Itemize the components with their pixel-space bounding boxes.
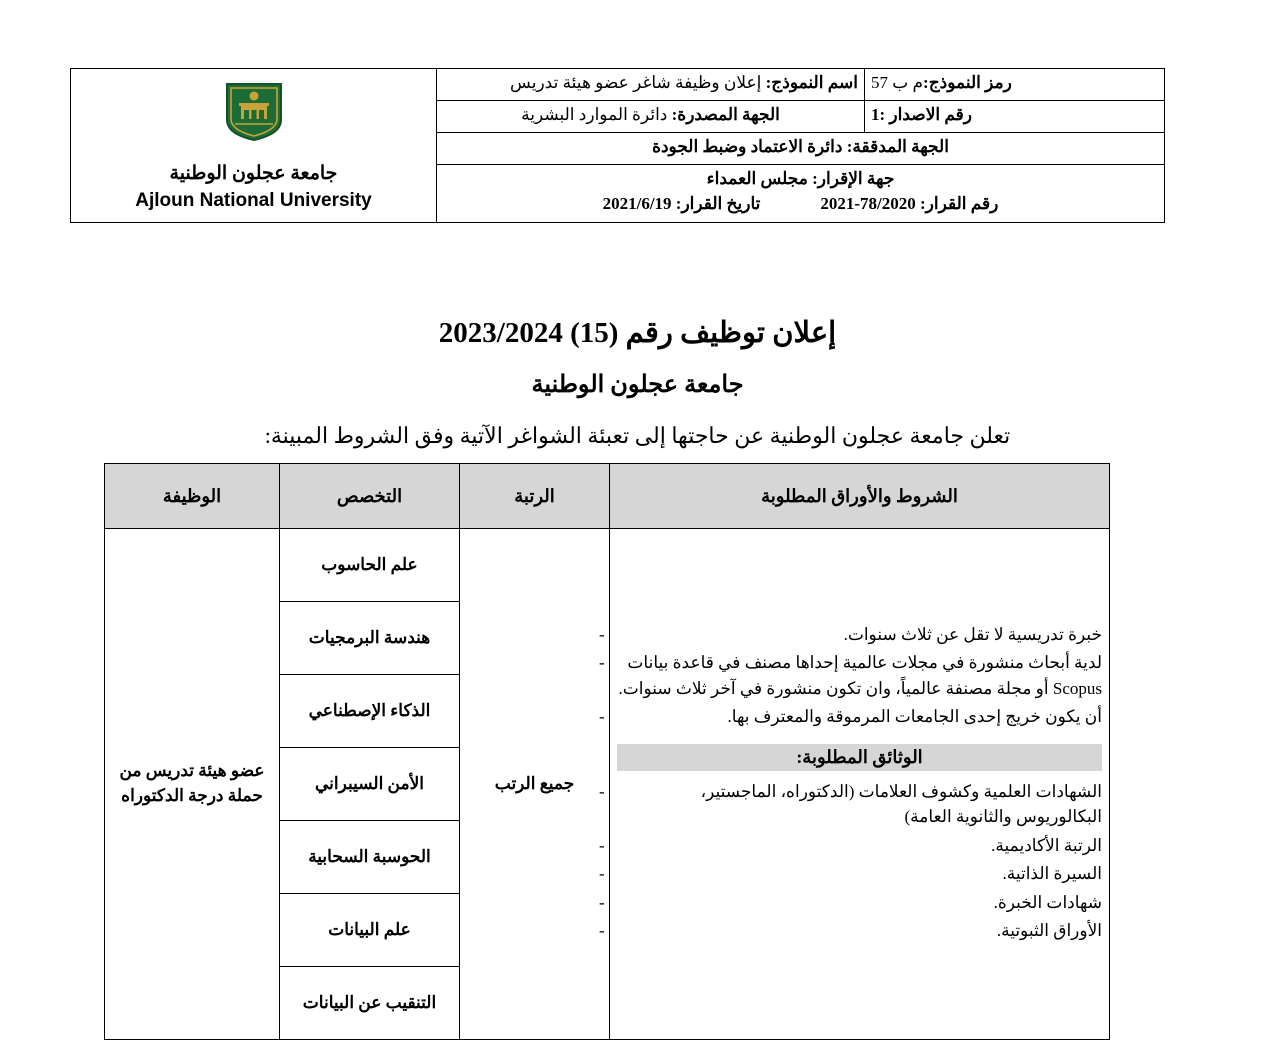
bullet-dash: - (599, 707, 605, 726)
condition-text: خبرة تدريسية لا تقل عن ثلاث سنوات. (843, 624, 1102, 644)
list-item (599, 861, 1102, 887)
university-name-ar: جامعة عجلون الوطنية (169, 162, 338, 184)
list-item (599, 622, 1102, 648)
specialization-cell: الأمن السيبراني (280, 748, 460, 821)
approval-line (443, 168, 1158, 191)
column-header-rank: الرتبة (460, 464, 610, 529)
issue-number-label: رقم الاصدار : (879, 104, 973, 124)
bullet-dash: - (599, 781, 605, 801)
document-text: الشهادات العلمية وكشوف العلامات (الدكتوراه، الماجستير، البكالوريوس والثانوية العامة) (700, 781, 1102, 826)
specialization-cell: التنقيب عن البيانات (280, 967, 460, 1040)
decision-number-label: رقم القرار: (920, 193, 999, 213)
list-item (599, 833, 1102, 859)
header-row-form-name (71, 69, 1165, 101)
specialization-cell: الذكاء الإصطناعي (280, 675, 460, 748)
logo-cell (71, 69, 437, 223)
approval-label: جهة الإقرار: (812, 168, 895, 188)
bullet-dash: - (599, 835, 605, 855)
job-cell: عضو هيئة تدريس من حملة درجة الدكتوراه (105, 529, 280, 1040)
decision-date-label: تاريخ القرار: (675, 193, 761, 213)
issue-number-cell (865, 100, 1165, 132)
form-code-label: رمز النموذج: (923, 73, 1012, 92)
auditor-department-label: الجهة المدققة: (846, 136, 949, 156)
source-department-label: الجهة المصدرة: (671, 104, 780, 124)
document-text: السيرة الذاتية. (1002, 864, 1102, 883)
bullet-dash: - (599, 653, 605, 672)
column-header-job: الوظيفة (105, 464, 280, 529)
table-header-row (105, 464, 1110, 529)
vacancies-table-head (105, 464, 1110, 529)
specialization-cell: هندسة البرمجيات (280, 602, 460, 675)
specialization-cell: علم الحاسوب (280, 529, 460, 602)
vacancies-table-body (105, 529, 1110, 1040)
specialization-cell: علم البيانات (280, 894, 460, 967)
list-item (599, 890, 1102, 916)
required-documents-list (599, 779, 1102, 944)
decision-number-value: 78/2020-2021 (820, 193, 916, 213)
bullet-dash: - (599, 864, 605, 883)
condition-text: لدية أبحاث منشورة في مجلات عالمية إحداها مصنف في قاعدة بيانات Scopus أو مجلة مصنفة عالمياً، وان تكون منشورة في آخر ثلاث سنوات. (618, 653, 1102, 698)
university-crest-icon (77, 72, 430, 149)
form-name-value: إعلان وظيفة شاغر عضو هيئة تدريس (510, 73, 762, 92)
condition-text: أن يكون خريج إحدى الجامعات المرموقة والمعترف بها. (727, 707, 1102, 726)
form-code-value: م ب 57 (871, 73, 924, 92)
list-item (599, 918, 1102, 944)
conditions-cell (599, 529, 1110, 1040)
table-row (105, 529, 1110, 602)
bullet-dash: - (599, 892, 605, 912)
approval-value: مجلس العمداء (706, 168, 808, 188)
rank-cell: جميع الرتب (460, 529, 610, 1040)
column-header-conditions: الشروط والأوراق المطلوبة (610, 464, 1110, 529)
list-item (599, 704, 1102, 730)
required-documents-heading: الوثائق المطلوبة: (617, 744, 1102, 771)
page-subtitle: جامعة عجلون الوطنية (531, 372, 744, 398)
conditions-list (599, 622, 1102, 730)
decision-date-group (603, 193, 761, 216)
decision-date-value: 2021/6/19 (602, 193, 672, 213)
intro-paragraph: تعلن جامعة عجلون الوطنية عن حاجتها إلى تعبئة الشواغر الآتية وفق الشروط المبينة: (264, 423, 1011, 448)
bullet-dash: - (599, 921, 605, 940)
source-department-value: دائرة الموارد البشرية (521, 104, 668, 124)
document-header-table (70, 68, 1165, 223)
source-department-cell (437, 100, 865, 132)
form-name-cell (437, 69, 865, 101)
document-text: الأوراق الثبوتية. (996, 921, 1102, 940)
list-item (599, 650, 1102, 701)
issue-number-value: 1 (871, 104, 880, 124)
auditor-department-value: دائرة الاعتماد وضبط الجودة (652, 136, 843, 156)
specialization-cell: الحوسبة السحابية (280, 821, 460, 894)
decision-line (443, 193, 1158, 216)
decision-number-group (820, 193, 998, 216)
approval-cell (437, 164, 1165, 223)
list-item (599, 779, 1102, 830)
bullet-dash: - (599, 624, 605, 644)
document-text: الرتبة الأكاديمية. (991, 835, 1102, 855)
form-name-label: اسم النموذج: (765, 73, 858, 92)
auditor-department-cell (437, 132, 1165, 164)
document-text: شهادات الخبرة. (993, 892, 1102, 912)
form-code-cell (865, 69, 1165, 101)
column-header-specialization: التخصص (280, 464, 460, 529)
vacancies-table (104, 463, 1110, 1040)
university-name-en: Ajloun National University (135, 189, 372, 211)
page-title: إعلان توظيف رقم (15) 2023/2024 (438, 317, 837, 349)
